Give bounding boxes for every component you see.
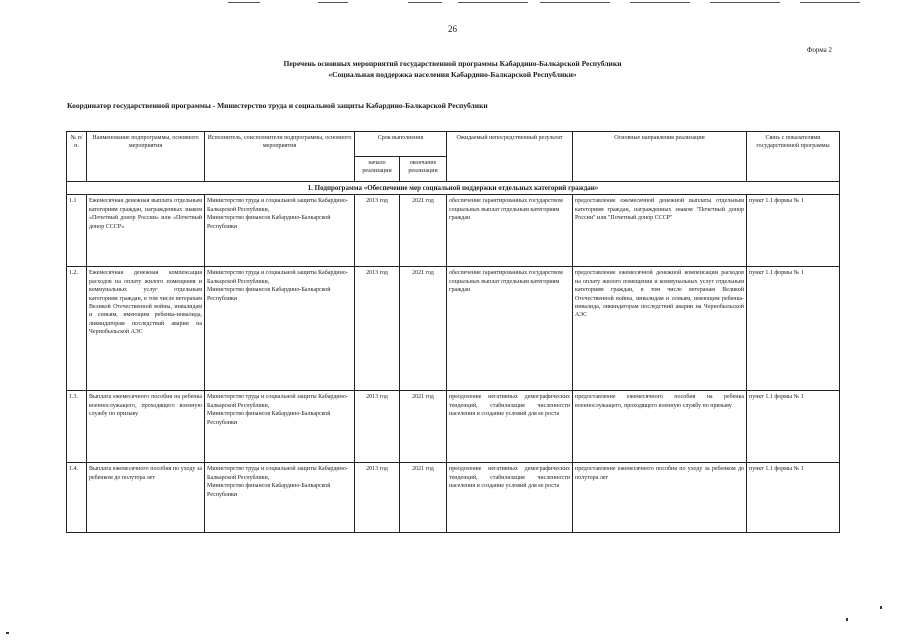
row-start: 2013 год — [355, 195, 400, 267]
subprogram-row — [67, 182, 840, 195]
row-result: преодоление негативных демографических тенденций, стабилизация численности населения и создание условий для ее роста — [447, 463, 573, 533]
executor-line: Министерство финансов Кабардино-Балкарской Республики — [207, 483, 331, 498]
scan-speck — [6, 632, 9, 634]
table-row — [67, 267, 840, 391]
row-num: 1.2. — [67, 267, 87, 391]
row-directions: предоставление ежемесячной денежной выплаты отдельным категориям граждан, награжденных знаком "Почетный донор России" или "Почетный донор СССР" — [573, 195, 747, 267]
measures-table — [66, 131, 840, 533]
header-directions: Основные направления реализации — [573, 132, 747, 182]
row-start: 2013 год — [355, 391, 400, 463]
row-num: 1.4. — [67, 463, 87, 533]
row-num: 1.3. — [67, 391, 87, 463]
row-start: 2013 год — [355, 267, 400, 391]
form-label: Форма 2 — [806, 46, 832, 54]
header-name: Наименование подпрограммы, основного мероприятия — [87, 132, 205, 182]
row-name: Выплата ежемесячного пособия на ребенка военнослужащего, проходящего военную службу по призыву — [87, 391, 205, 463]
scan-speck — [846, 618, 848, 621]
header-end: окончание реализации — [400, 157, 447, 182]
row-directions: предоставление ежемесячной денежной компенсации расходов на оплату жилого помещения и коммунальных услуг отдельным категориям граждан, в том числе ветеранам Великой Отечественной войны, инвалидам и семьям, имеющим ребенка-инвалида, ликвидаторам последствий аварии на Чернобыльской АЭС — [573, 267, 747, 391]
row-executors — [205, 267, 355, 391]
header-result: Ожидаемый непосредственный результат — [447, 132, 573, 182]
row-num: 1.1 — [67, 195, 87, 267]
executor-line: Министерство финансов Кабардино-Балкарской Республики — [207, 287, 331, 302]
executor-line: Министерство труда и социальной защиты Кабардино-Балкарской Республики, — [207, 466, 348, 481]
row-link: пункт 1.1 формы № 1 — [747, 267, 840, 391]
row-end: 2021 год — [400, 391, 447, 463]
row-result: преодоление негативных демографических тенденций, стабилизация численности населения и создание условий для ее роста — [447, 391, 573, 463]
scan-top-marks — [0, 0, 905, 6]
title-line-1: Перечень основных мероприятий государственной программы Кабардино-Балкарской Республики — [283, 59, 622, 68]
row-link: пункт 1.1 формы № 1 — [747, 391, 840, 463]
header-executors: Исполнитель, соисполнители подпрограммы, основного мероприятия — [205, 132, 355, 182]
header-start: начало реализации — [355, 157, 400, 182]
header-term: Срок выполнения — [355, 132, 447, 157]
subprogram-title: 1. Подпрограмма «Обеспечение мер социальной поддержки отдельных категорий граждан» — [67, 182, 840, 195]
table-row — [67, 391, 840, 463]
row-executors — [205, 391, 355, 463]
scan-speck — [880, 606, 882, 609]
row-link: пункт 1.1 формы № 1 — [747, 195, 840, 267]
row-start: 2013 год — [355, 463, 400, 533]
row-result: обеспечение гарантированных государством социальных выплат отдельным категориям граждан — [447, 267, 573, 391]
row-link: пункт 1.1 формы № 1 — [747, 463, 840, 533]
executor-line: Министерство финансов Кабардино-Балкарской Республики — [207, 215, 331, 230]
coordinator-line: Координатор государственной программы - Министерство труда и социальной защиты Кабардино-Балкарской Республики — [67, 101, 488, 110]
row-name: Выплата ежемесячного пособия по уходу за ребенком до полутора лет — [87, 463, 205, 533]
page-number: 26 — [448, 24, 457, 34]
row-executors — [205, 463, 355, 533]
executor-line: Министерство труда и социальной защиты Кабардино-Балкарской Республики, — [207, 394, 348, 409]
row-directions: предоставление ежемесячного пособия по уходу за ребенком до полутора лет — [573, 463, 747, 533]
executor-line: Министерство труда и социальной защиты Кабардино-Балкарской Республики, — [207, 270, 348, 285]
row-directions: предоставление ежемесячного пособия на ребенка военнослужащего, проходящего военную службу по призыву — [573, 391, 747, 463]
row-end: 2021 год — [400, 195, 447, 267]
row-executors — [205, 195, 355, 267]
executor-line: Министерство труда и социальной защиты Кабардино-Балкарской Республики, — [207, 198, 348, 213]
title-line-2: «Социальная поддержка населения Кабардино-Балкарской Республики» — [328, 70, 577, 79]
table-header-row — [67, 132, 840, 157]
row-name: Ежемесячная денежная компенсация расходов на оплату жилого помещения и коммунальных услуг отдельным категориям граждан, в том числе ветеранам Великой Отечественной войны, инвалидам и семьям, имеющим ребенка-инвалида, ликвидаторам последствий аварии на Чернобыльской АЭС — [87, 267, 205, 391]
executor-line: Министерство финансов Кабардино-Балкарской Республики — [207, 411, 331, 426]
document-title — [0, 58, 905, 80]
header-num: № п/п. — [67, 132, 87, 182]
row-end: 2021 год — [400, 267, 447, 391]
table-row — [67, 463, 840, 533]
row-name: Ежемесячная денежная выплата отдельным категориям граждан, награжденных знаком «Почетный донор России» или «Почетный донор СССР» — [87, 195, 205, 267]
header-link: Связь с показателями государственной программы — [747, 132, 840, 182]
row-end: 2021 год — [400, 463, 447, 533]
table-row — [67, 195, 840, 267]
row-result: обеспечение гарантированных государством социальных выплат отдельным категориям граждан — [447, 195, 573, 267]
